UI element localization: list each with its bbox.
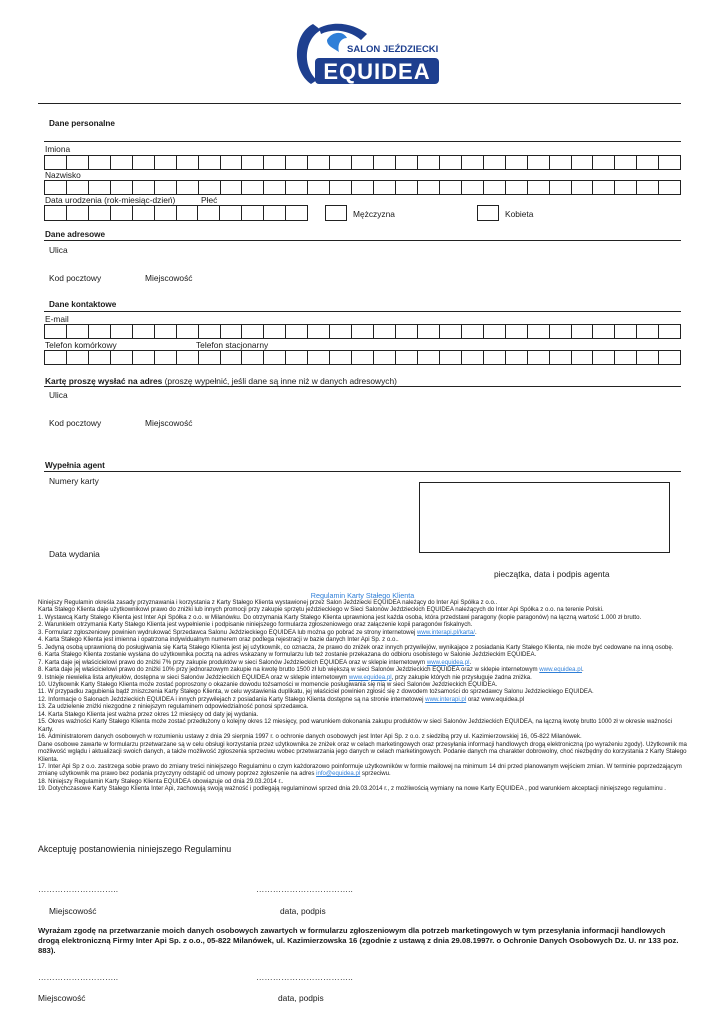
surname-label: Nazwisko xyxy=(45,170,81,180)
marketing-consent-text: Wyrażam zgodę na przetwarzanie moich danych osobowych zawartych w formularzu zgłoszeniowym dla potrzeb marketingowych w tym przesyłania informacji handlowych drogą elektroniczną Firmy Inter Api Sp. z o.o., 05-822 Milanówek, ul. Kazimierzowska 16 (zgodnie z ustawą z dnia 29.08.1997r. o Ochronie Danych Osobowych Dz. U. nr 133 poz. 883). xyxy=(38,926,679,955)
male-label: Mężczyzna xyxy=(353,209,395,219)
male-checkbox[interactable] xyxy=(325,205,347,221)
phone-input[interactable] xyxy=(44,350,681,365)
section-title-personal: Dane personalne xyxy=(49,119,115,128)
card-numbers-label: Numery karty xyxy=(49,476,99,486)
consent-place-dots[interactable]: ……………………….. xyxy=(38,972,119,982)
gender-label: Płeć xyxy=(201,195,218,205)
surname-input[interactable] xyxy=(44,180,681,195)
regulation-paragraph: 2. Warunkiem otrzymania Karty Stałego Klienta jest wypełnienie i podpisanie niniejszego formularza zgłoszeniowego oraz załączenie kopii paragonów fiskalnych. xyxy=(38,621,473,629)
issue-date-label: Data wydania xyxy=(49,549,100,559)
acceptance-signature-dots[interactable]: …………………………….. xyxy=(256,884,353,894)
regulation-paragraph: 3. Formularz zgłoszeniowy powinien wydrukować Sprzedawca Salonu Jeździeckiego EQUIDEA lub można go pobrać ze strony internetowej www.interapi.pl/karta/. xyxy=(38,628,477,636)
section-title-contact: Dane kontaktowe xyxy=(49,300,117,309)
equidea-logo xyxy=(291,18,441,90)
regulation-link[interactable]: www.equidea.pl xyxy=(348,673,392,681)
street-label: Ulica xyxy=(49,245,68,255)
regulation-link[interactable]: www.interapi.pl/karta/ xyxy=(417,628,475,636)
regulation-paragraph: 18. Niniejszy Regulamin Karty Stałego Klienta EQUIDEA obowiązuje od dnia 29.03.2014 r.. xyxy=(38,777,284,785)
stamp-label: pieczątka, data i podpis agenta xyxy=(494,569,610,579)
regulation-paragraph: 14. Karta Stałego Klienta jest ważna przez okres 12 miesięcy od daty jej wydania. xyxy=(38,710,259,718)
regulation-link[interactable]: info@equidea.pl xyxy=(316,770,361,778)
regulations-title: Regulamin Karty Stałego Klienta xyxy=(310,591,415,600)
consent-place-label: Miejscowość xyxy=(38,993,86,1003)
acceptance-date-label: data, podpis xyxy=(280,906,326,916)
regulation-paragraph: 1. Wystawcą Karty Stałego Klienta jest Inter Api Spółka z o.o. w Milanówku. Do otrzymania Karty Stałego Klienta uprawniona jest każda osoba, która przedstawi paragony (kopie paragonów) na łączną wartość 1.000 zł brutto. xyxy=(38,613,642,621)
regulation-paragraph: Karta Stałego Klienta daje użytkownikowi prawo do zniżki lub innych promocji przy zakupie sprzętu jeździeckiego w Sieci Salonów Jeździeckich EQUIDEA należących do Inter Api Spółka z o.o. na terenie Polski. xyxy=(38,606,604,614)
consent-date-label: data, podpis xyxy=(278,993,324,1003)
regulation-paragraph: 8. Karta daje jej właścicielowi prawo do zniżki 10% przy jednorazowym zakupie na kwotę brutto 1500 zł lub większą w sieci Salonów Jeździeckich EQUIDEA oraz w sklepie internetowym www.equidea.pl. xyxy=(38,666,584,674)
email-input[interactable] xyxy=(44,324,681,339)
regulation-paragraph: 4. Karta Stałego Klienta jest imienna i opatrzona indywidualnym numerem oraz podlega rejestracji w bazie danych Inter Api Sp. z o.o.. xyxy=(38,636,399,644)
divider xyxy=(38,103,681,104)
mailing-address-title: Kartę proszę wysłać na adres (proszę wypełnić, jeśli dane są inne niż w danych adresowych) xyxy=(45,376,397,386)
mobile-phone-label: Telefon komórkowy xyxy=(45,340,117,350)
consent-signature-dots[interactable]: …………………………….. xyxy=(256,972,353,982)
first-names-label: Imiona xyxy=(45,144,71,154)
acceptance-place-dots[interactable]: ……………………….. xyxy=(38,884,119,894)
acceptance-place-label: Miejscowość xyxy=(49,906,97,916)
logo-salon-text: SALON JEŹDZIECKI xyxy=(347,44,439,55)
section-title-agent: Wypełnia agent xyxy=(45,461,105,470)
regulation-link[interactable]: www.interapi.pl xyxy=(425,695,467,703)
regulation-paragraph: Niniejszy Regulamin określa zasady przyznawania i korzystania z Karty Stałego Klienta wystawionej przez Salon Jeździecki EQUIDEA należący do Inter Api Spółka z o.o.. xyxy=(38,599,498,606)
regulation-paragraph: 9. Istnieje niewielka lista artykułów, dostępna w sieci Salonów Jeździeckich EQUIDEA oraz w sklepie internetowym www.equidea.pl, przy zakupie których nie przysługuje żadna zniżka. xyxy=(38,673,532,681)
logo-equidea-text: EQUIDEA xyxy=(323,59,431,84)
mailing-street-label: Ulica xyxy=(49,390,68,400)
agent-stamp-box[interactable] xyxy=(419,482,670,553)
email-label: E-mail xyxy=(45,314,69,324)
divider xyxy=(44,311,681,312)
regulation-paragraph: 10. Użytkownik Karty Stałego Klienta może zostać poproszony o okazanie dowodu tożsamości w momencie posługiwania się nią w sieci Salonów Jeździeckich EQUIDEA. xyxy=(38,680,498,688)
female-label: Kobieta xyxy=(505,209,534,219)
mailing-city-label: Miejscowość xyxy=(145,418,193,428)
regulation-paragraph: 19. Dotychczasowe Karty Stałego Klienta Inter Api, zachowują swoją ważność i podlegają regulaminowi sprzed dnia 29.03.2014 r., z możliwością wymiany na nowe Karty EQUIDEA , pod warunkiem akceptacji niniejszego regulaminu . xyxy=(38,785,666,793)
regulation-link[interactable]: www.equidea.pl xyxy=(426,658,470,666)
city-label: Miejscowość xyxy=(145,273,193,283)
divider xyxy=(44,386,681,387)
divider xyxy=(44,240,681,241)
divider xyxy=(44,471,681,472)
regulations-text xyxy=(38,599,688,793)
birth-date-label: Data urodzenia (rok-miesiąc-dzień) xyxy=(45,195,176,205)
regulation-paragraph: 17. Inter Api Sp z o.o. zastrzega sobie prawo do zmiany treści niniejszego Regulaminu o czym każdorazowo poinformuje użytkowników w formie mailowej na minimum 14 dni przed planowanym wejściem zmian. W terminie poprzedzającym zmianę użytkownik ma prawo bez podania przyczyny odstąpić od umowy poprzez zgłoszenie na adres info@equidea.pl sprzeciwu. xyxy=(38,762,682,778)
regulation-paragraph: 7. Karta daje jej właścicielowi prawo do zniżki 7% przy zakupie produktów w sieci Salonów Jeździeckich EQUIDEA oraz w sklepie internetowym www.equidea.pl. xyxy=(38,658,472,666)
acceptance-title: Akceptuję postanowienia niniejszego Regulaminu xyxy=(38,844,232,854)
regulation-link[interactable]: www.equidea.pl xyxy=(539,666,582,674)
mailing-postal-code-label: Kod pocztowy xyxy=(49,418,102,428)
first-names-input[interactable] xyxy=(44,155,681,170)
regulation-paragraph: 15. Okres ważności Karty Stałego Klienta może zostać przedłużony o kolejny okres 12 miesięcy, pod warunkiem dokonania zakupu produktów w sieci Salonów Jeździeckich EQUIDEA, na łączną kwotę brutto 1000 zł w okresie ważności Karty. xyxy=(38,718,672,733)
postal-code-label: Kod pocztowy xyxy=(49,273,102,283)
regulation-paragraph: 16. Administratorem danych osobowych w rozumieniu ustawy z dnia 29 sierpnia 1997 r. o ochronie danych osobowych jest Inter Api Sp. z o.o. z siedzibą przy ul. Kazimierzowskiej 16, 05-822 Milanówek. xyxy=(38,733,582,741)
regulation-paragraph: Dane osobowe zawarte w formularzu przetwarzane są w celu obsługi korzystania przez użytkownika ze zniżek oraz w celach marketingowych oraz przesyłania informacji handlowych drogą elektroniczną (po wyrażeniu zgody). Użytkownik ma możliwość wglądu i aktualizacji swoich danych, a także możliwość zgłoszenia sprzeciwu wobec przetwarzania jego danych w celach marketingowych. Podanie danych ma charakter dobrowolny, choć niezbędny do korzystania z Karty Stałego Klienta. xyxy=(38,740,687,763)
birth-date-input[interactable] xyxy=(44,205,308,221)
regulation-paragraph: 13. Za udzielenie zniżki niezgodne z niniejszym regulaminem odpowiedzialność ponosi sprzedawca. xyxy=(38,703,309,711)
female-checkbox[interactable] xyxy=(477,205,499,221)
section-title-address: Dane adresowe xyxy=(45,230,106,239)
regulation-paragraph: 11. W przypadku zagubienia bądź zniszczenia Karty Stałego Klienta, w celu wystawienia duplikatu, jej właściciel powinien zgłosić się z dowodem tożsamości do sprzedawcy Salonu Jeździeckiego EQUIDEA. xyxy=(38,688,594,696)
logo-horse-head-icon xyxy=(327,33,347,52)
divider xyxy=(44,141,681,142)
regulation-paragraph: 6. Karta Stałego Klienta zostanie wysłana do użytkownika pocztą na adres wskazany w formularzu lub też zostanie przekazana do odbioru osobistego w Salonie Jeździeckim EQUIDEA. xyxy=(38,651,537,659)
regulation-paragraph: 5. Jedyną osobą uprawnioną do posługiwania się Kartą Stałego Klienta jest jej użytkownik, co oznacza, że prawo do zniżek oraz innych przywilejów, wynikające z posiadania Karty Stałego Klienta, nie może być cedowane na inną osobę. xyxy=(38,643,674,651)
regulation-paragraph: 12. Informacje o Salonach Jeździeckich EQUIDEA i innych przywilejach z posiadania Karty Stałego Klienta dostępne są na stronie internetowej www.interapi.pl oraz www.equidea.pl xyxy=(38,695,525,703)
landline-phone-label: Telefon stacjonarny xyxy=(196,340,269,350)
